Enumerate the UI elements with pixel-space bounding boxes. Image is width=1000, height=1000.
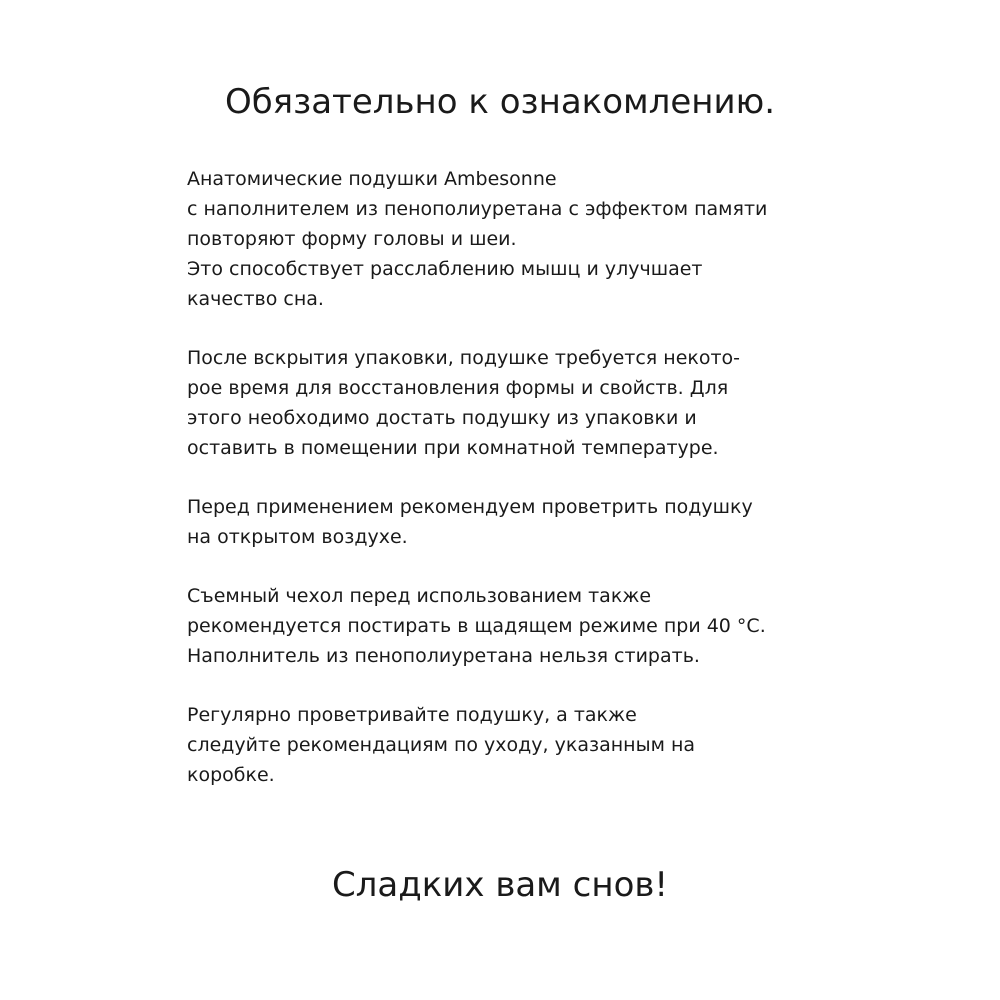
- text-line: Анатомические подушки Ambesonne: [187, 168, 557, 190]
- text-line: повторяют форму головы и шеи.: [187, 228, 517, 250]
- text-line: качество сна.: [187, 288, 324, 310]
- text-line: Наполнитель из пенополиуретана нельзя стирать.: [187, 645, 700, 667]
- page-title: Обязательно к ознакомлению.: [224, 82, 776, 122]
- text-line: После вскрытия упаковки, подушке требуется некото-: [187, 347, 741, 369]
- paragraph-washing: [187, 581, 827, 671]
- text-line: на открытом воздухе.: [187, 526, 408, 548]
- paragraph-care: [187, 700, 827, 790]
- text-line: коробке.: [187, 764, 275, 786]
- text-line: рое время для восстановления формы и свойств. Для: [187, 377, 729, 399]
- text-line: этого необходимо достать подушку из упаковки и: [187, 407, 697, 429]
- paragraph-unpacking: [187, 343, 827, 463]
- paragraph-intro: [187, 164, 827, 314]
- text-line: Это способствует расслаблению мышц и улучшает: [187, 258, 703, 280]
- text-line: Регулярно проветривайте подушку, а также: [187, 704, 637, 726]
- text-line: следуйте рекомендациям по уходу, указанным на: [187, 734, 696, 756]
- text-line: с наполнителем из пенополиуретана с эффектом памяти: [187, 198, 768, 220]
- text-line: Перед применением рекомендуем проветрить подушку: [187, 496, 753, 518]
- paragraph-airing: [187, 492, 827, 552]
- text-line: рекомендуется постирать в щадящем режиме при 40 °C.: [187, 615, 766, 637]
- instructions-body: [187, 164, 827, 819]
- text-line: Съемный чехол перед использованием также: [187, 585, 652, 607]
- text-line: оставить в помещении при комнатной температуре.: [187, 437, 719, 459]
- closing-message: Сладких вам снов!: [331, 865, 669, 905]
